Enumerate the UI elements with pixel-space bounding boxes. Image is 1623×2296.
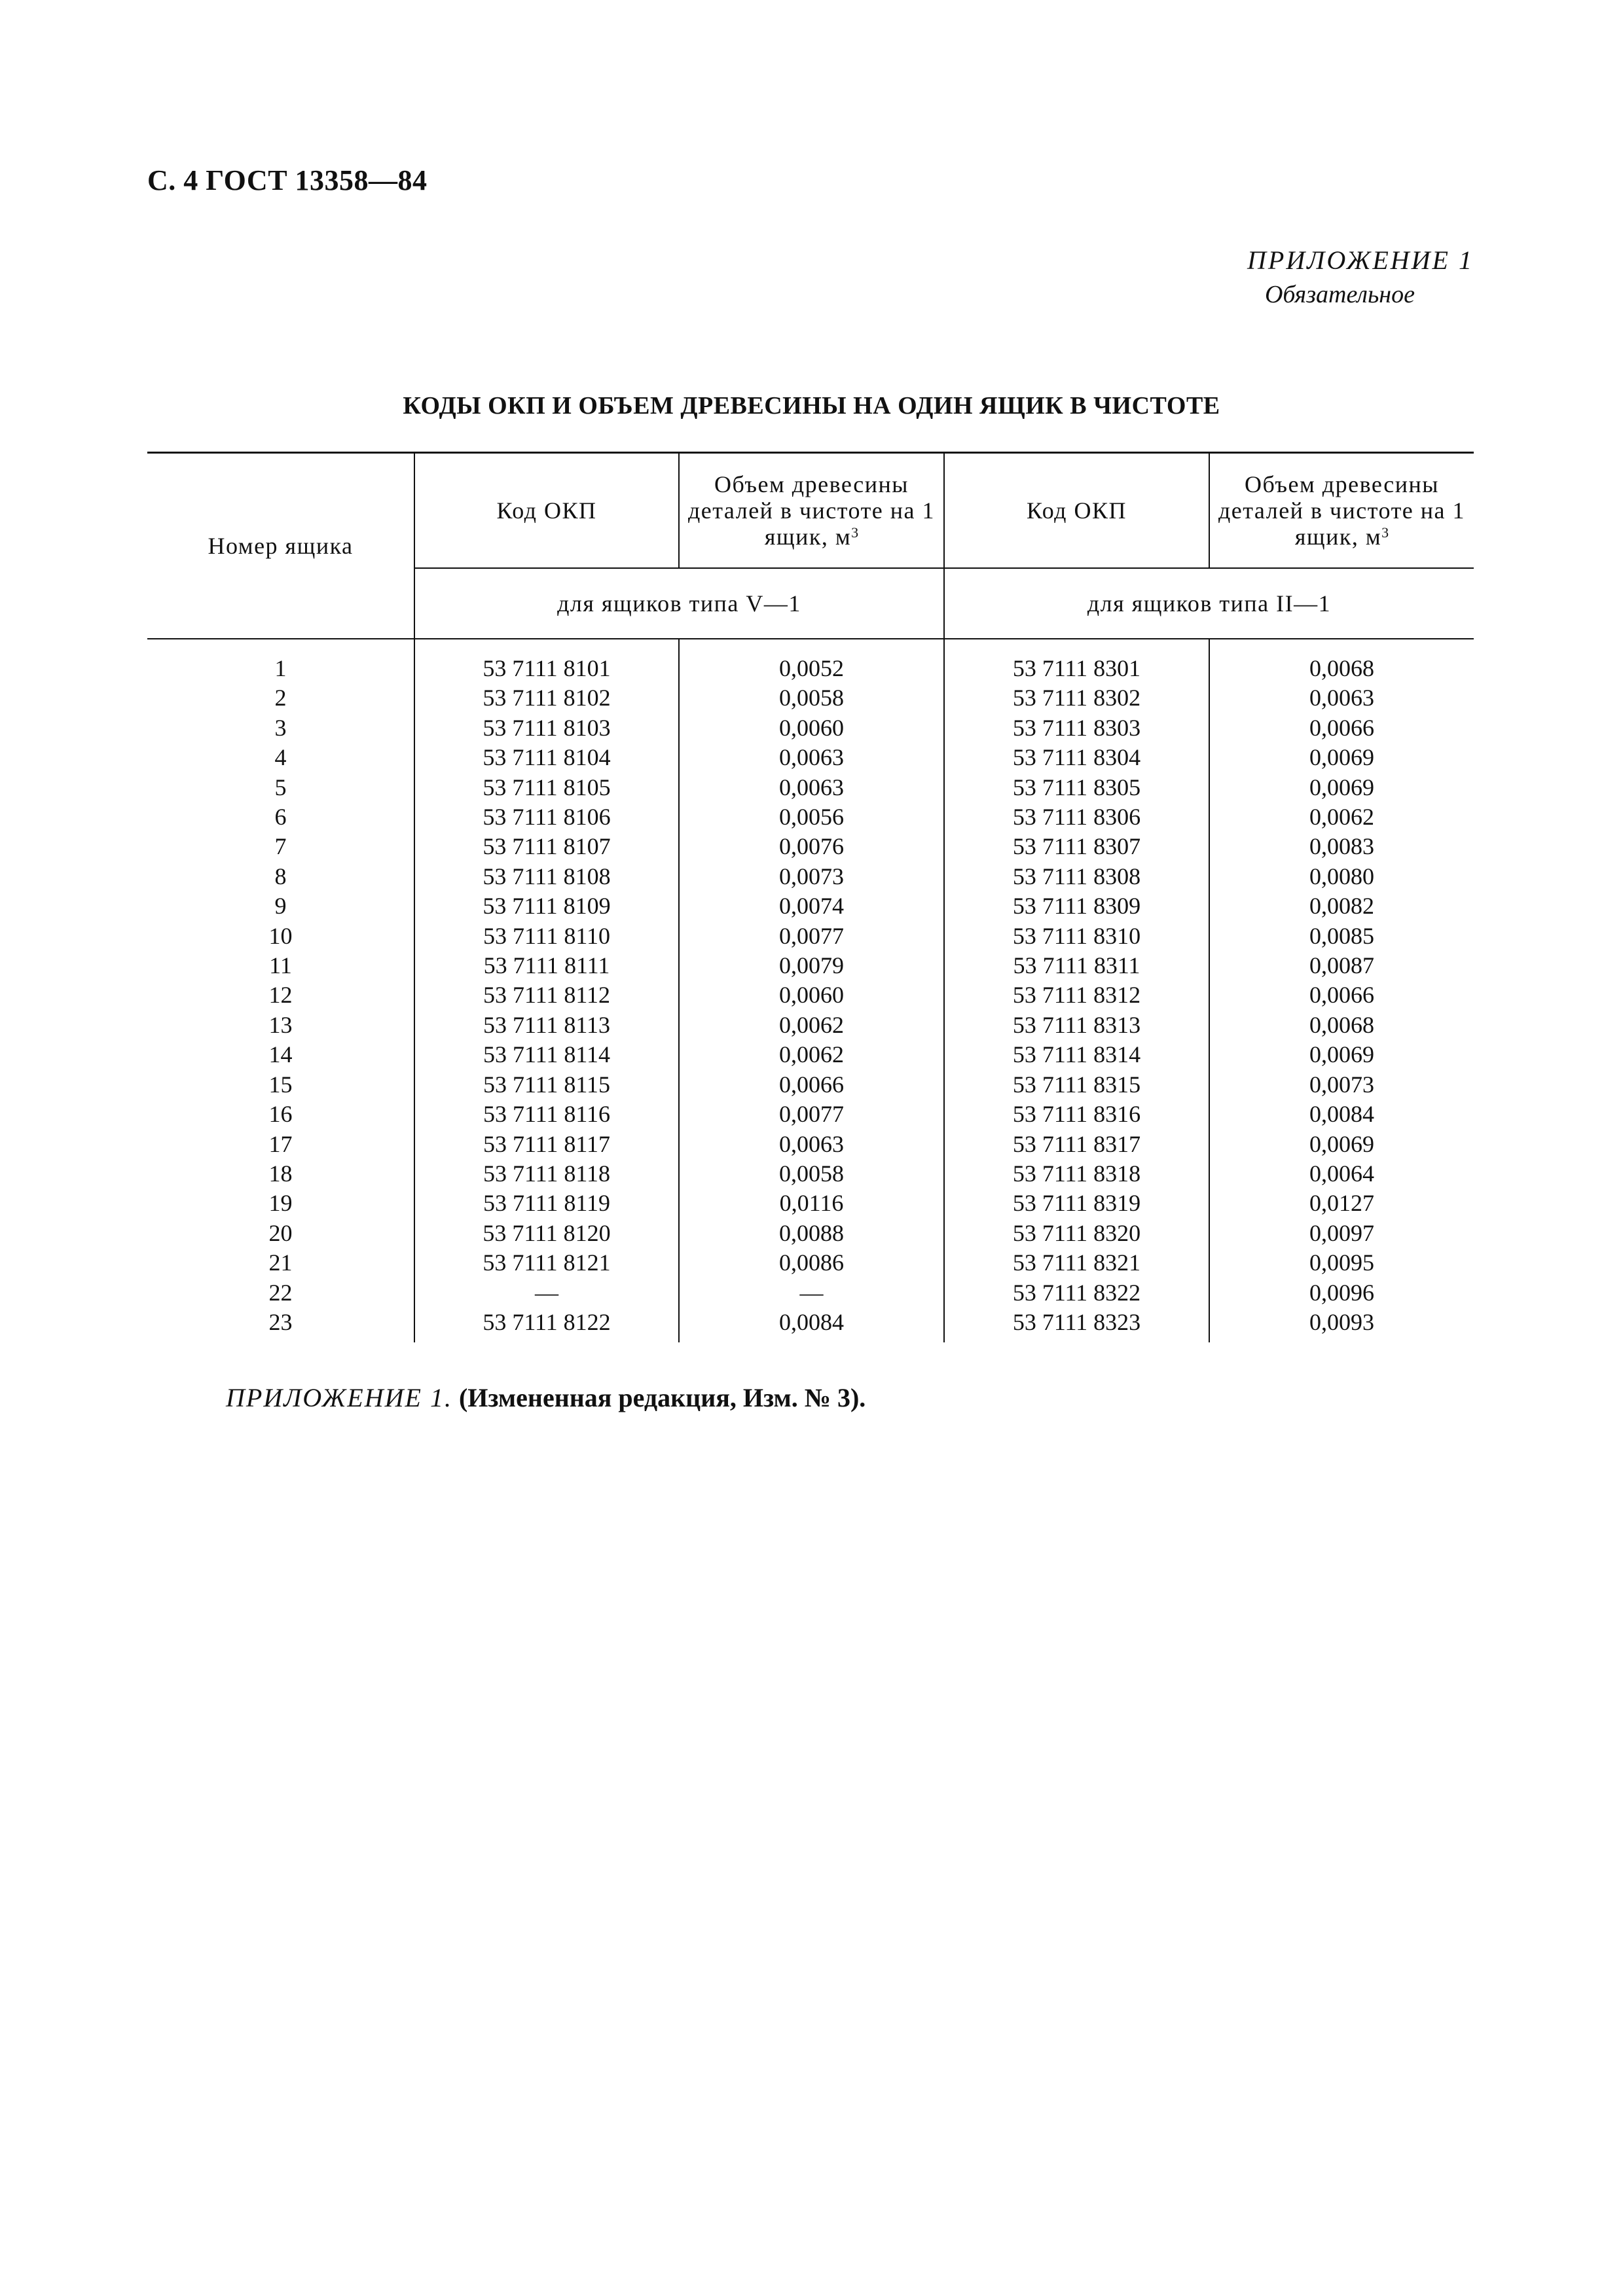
volume-header-text: Объем древесины деталей в чистоте на 1 ящик, м [1218, 471, 1466, 550]
cell-volume-left: 0,0063 [679, 1130, 944, 1159]
table-row [147, 1159, 1474, 1189]
cell-code-right: 53 7111 8306 [944, 802, 1209, 832]
col-header-number: Номер ящика [147, 453, 414, 639]
group-header-left: для ящиков типа V—1 [414, 568, 944, 639]
cell-code-right: 53 7111 8320 [944, 1219, 1209, 1248]
cell-number: 1 [274, 655, 287, 681]
cell-volume-left: 0,0088 [679, 1219, 944, 1248]
cell-code-left: 53 7111 8110 [414, 922, 679, 951]
cell-code-right: 53 7111 8303 [944, 713, 1209, 743]
cell-volume-right: 0,0066 [1209, 980, 1474, 1010]
cell-number: 13 [268, 1011, 293, 1038]
cell-number: 16 [268, 1101, 293, 1128]
col-header-code-right: Код ОКП [944, 453, 1209, 569]
cell-code-left: 53 7111 8120 [414, 1219, 679, 1248]
cell-volume-right: 0,0127 [1209, 1189, 1474, 1218]
table-row [147, 891, 1474, 921]
cell-code-left: 53 7111 8102 [414, 683, 679, 713]
cell-number: 17 [268, 1130, 293, 1157]
cell-volume-right: 0,0069 [1209, 773, 1474, 802]
cell-code-left: 53 7111 8105 [414, 773, 679, 802]
cell-code-left: 53 7111 8112 [414, 980, 679, 1010]
table-row [147, 1040, 1474, 1069]
cell-volume-right: 0,0080 [1209, 862, 1474, 891]
cell-volume-right: 0,0083 [1209, 832, 1474, 861]
cell-volume-left: 0,0079 [679, 951, 944, 980]
cell-volume-left: 0,0060 [679, 713, 944, 743]
cell-code-left: 53 7111 8121 [414, 1248, 679, 1278]
table-row [147, 862, 1474, 891]
cell-number: 11 [269, 952, 292, 979]
cell-code-left: 53 7111 8115 [414, 1070, 679, 1100]
cell-volume-left: 0,0084 [679, 1308, 944, 1342]
cell-volume-right: 0,0062 [1209, 802, 1474, 832]
cell-volume-right: 0,0064 [1209, 1159, 1474, 1189]
table-row [147, 743, 1474, 772]
cell-number: 12 [268, 982, 293, 1009]
cell-number: 3 [274, 714, 287, 741]
cell-code-right: 53 7111 8307 [944, 832, 1209, 861]
cell-number: 23 [268, 1308, 293, 1335]
cell-code-right: 53 7111 8319 [944, 1189, 1209, 1218]
cell-volume-left: 0,0063 [679, 743, 944, 772]
cell-volume-left: 0,0077 [679, 922, 944, 951]
cell-code-right: 53 7111 8311 [944, 951, 1209, 980]
cell-code-left: 53 7111 8113 [414, 1011, 679, 1040]
cell-volume-left: 0,0076 [679, 832, 944, 861]
cell-code-left: — [414, 1278, 679, 1308]
table-row [147, 1130, 1474, 1159]
table-title: КОДЫ ОКП И ОБЪЕМ ДРЕВЕСИНЫ НА ОДИН ЯЩИК В ЧИСТОТЕ [403, 392, 1220, 420]
cell-code-left: 53 7111 8108 [414, 862, 679, 891]
cell-code-right: 53 7111 8308 [944, 862, 1209, 891]
cell-code-left: 53 7111 8109 [414, 891, 679, 921]
cell-code-right: 53 7111 8323 [944, 1308, 1209, 1342]
cell-volume-right: 0,0096 [1209, 1278, 1474, 1308]
cell-volume-right: 0,0093 [1209, 1308, 1474, 1342]
cell-volume-right: 0,0069 [1209, 743, 1474, 772]
table-row [147, 654, 1474, 683]
cell-code-right: 53 7111 8313 [944, 1011, 1209, 1040]
cell-code-right: 53 7111 8322 [944, 1278, 1209, 1308]
cell-number: 19 [268, 1190, 293, 1217]
volume-header-text: Объем древесины деталей в чистоте на 1 ящик, м [687, 471, 936, 550]
cell-code-left: 53 7111 8116 [414, 1100, 679, 1129]
table-row [147, 1189, 1474, 1218]
okp-codes-table [147, 452, 1474, 1342]
appendix-block [1247, 243, 1474, 312]
cell-number: 22 [268, 1279, 293, 1306]
cell-number: 9 [274, 893, 287, 920]
cell-volume-right: 0,0097 [1209, 1219, 1474, 1248]
cell-code-right: 53 7111 8317 [944, 1130, 1209, 1159]
cell-code-left: 53 7111 8107 [414, 832, 679, 861]
cell-code-right: 53 7111 8316 [944, 1100, 1209, 1129]
table-row [147, 1278, 1474, 1308]
cell-code-left: 53 7111 8114 [414, 1040, 679, 1069]
cell-code-right: 53 7111 8304 [944, 743, 1209, 772]
footnote-label: ПРИЛОЖЕНИЕ 1. [226, 1383, 452, 1412]
cell-volume-left: 0,0056 [679, 802, 944, 832]
cell-number: 8 [274, 863, 287, 889]
cell-volume-right: 0,0087 [1209, 951, 1474, 980]
cell-code-right: 53 7111 8309 [944, 891, 1209, 921]
table-row [147, 1011, 1474, 1040]
table-row [147, 683, 1474, 713]
cell-volume-right: 0,0095 [1209, 1248, 1474, 1278]
table-row [147, 922, 1474, 951]
table-row [147, 802, 1474, 832]
cell-code-right: 53 7111 8315 [944, 1070, 1209, 1100]
cell-code-right: 53 7111 8318 [944, 1159, 1209, 1189]
cell-code-left: 53 7111 8106 [414, 802, 679, 832]
col-header-volume-left [679, 453, 944, 569]
cell-code-right: 53 7111 8321 [944, 1248, 1209, 1278]
cell-code-left: 53 7111 8104 [414, 743, 679, 772]
cell-number: 15 [268, 1071, 293, 1098]
cell-number: 21 [268, 1249, 293, 1276]
table-row [147, 951, 1474, 980]
cell-code-left: 53 7111 8111 [414, 951, 679, 980]
cell-volume-left: 0,0052 [679, 654, 944, 683]
col-header-code-left: Код ОКП [414, 453, 679, 569]
cell-number: 5 [274, 774, 287, 800]
cell-code-left: 53 7111 8118 [414, 1159, 679, 1189]
cell-volume-left: — [679, 1278, 944, 1308]
cell-code-left: 53 7111 8122 [414, 1308, 679, 1342]
appendix-status: Обязательное [1264, 281, 1415, 308]
cell-volume-left: 0,0074 [679, 891, 944, 921]
cell-code-left: 53 7111 8101 [414, 654, 679, 683]
cell-code-left: 53 7111 8119 [414, 1189, 679, 1218]
table-row [147, 1308, 1474, 1342]
cell-number: 14 [268, 1041, 293, 1068]
table-row [147, 832, 1474, 861]
cell-volume-left: 0,0058 [679, 1159, 944, 1189]
cell-code-right: 53 7111 8312 [944, 980, 1209, 1010]
cell-code-right: 53 7111 8302 [944, 683, 1209, 713]
spacer-row [147, 639, 1474, 654]
cell-volume-left: 0,0116 [679, 1189, 944, 1218]
table-row [147, 1219, 1474, 1248]
cell-volume-right: 0,0069 [1209, 1040, 1474, 1069]
cell-volume-right: 0,0063 [1209, 683, 1474, 713]
table-row [147, 773, 1474, 802]
table-row [147, 713, 1474, 743]
cell-volume-right: 0,0082 [1209, 891, 1474, 921]
cell-code-right: 53 7111 8314 [944, 1040, 1209, 1069]
unit-superscript: 3 [851, 524, 859, 541]
col-header-volume-right [1209, 453, 1474, 569]
cell-volume-right: 0,0068 [1209, 1011, 1474, 1040]
cell-volume-right: 0,0085 [1209, 922, 1474, 951]
group-header-right: для ящиков типа II—1 [944, 568, 1474, 639]
cell-volume-right: 0,0068 [1209, 654, 1474, 683]
cell-number: 20 [268, 1219, 293, 1246]
cell-volume-left: 0,0063 [679, 773, 944, 802]
cell-number: 2 [274, 685, 287, 711]
table-row [147, 980, 1474, 1010]
cell-code-right: 53 7111 8305 [944, 773, 1209, 802]
cell-volume-right: 0,0073 [1209, 1070, 1474, 1100]
cell-code-right: 53 7111 8301 [944, 654, 1209, 683]
cell-number: 7 [274, 833, 287, 860]
cell-code-right: 53 7111 8310 [944, 922, 1209, 951]
table-row [147, 1070, 1474, 1100]
cell-volume-left: 0,0066 [679, 1070, 944, 1100]
footnote [226, 1382, 866, 1413]
cell-volume-right: 0,0066 [1209, 713, 1474, 743]
cell-volume-left: 0,0086 [679, 1248, 944, 1278]
appendix-title: ПРИЛОЖЕНИЕ 1 [1247, 245, 1474, 275]
cell-number: 4 [274, 744, 287, 771]
cell-volume-left: 0,0062 [679, 1011, 944, 1040]
cell-volume-right: 0,0084 [1209, 1100, 1474, 1129]
unit-superscript: 3 [1381, 524, 1389, 541]
cell-volume-left: 0,0060 [679, 980, 944, 1010]
cell-volume-left: 0,0073 [679, 862, 944, 891]
cell-number: 18 [268, 1160, 293, 1187]
cell-number: 10 [268, 922, 293, 949]
cell-volume-left: 0,0077 [679, 1100, 944, 1129]
cell-volume-left: 0,0058 [679, 683, 944, 713]
cell-volume-right: 0,0069 [1209, 1130, 1474, 1159]
footnote-text: (Измененная редакция, Изм. № 3). [458, 1383, 866, 1412]
table-row [147, 1248, 1474, 1278]
cell-code-left: 53 7111 8103 [414, 713, 679, 743]
cell-number: 6 [274, 804, 287, 831]
page-header: С. 4 ГОСТ 13358—84 [147, 164, 428, 196]
table-body [147, 639, 1474, 1342]
table-row [147, 1100, 1474, 1129]
cell-code-left: 53 7111 8117 [414, 1130, 679, 1159]
cell-volume-left: 0,0062 [679, 1040, 944, 1069]
